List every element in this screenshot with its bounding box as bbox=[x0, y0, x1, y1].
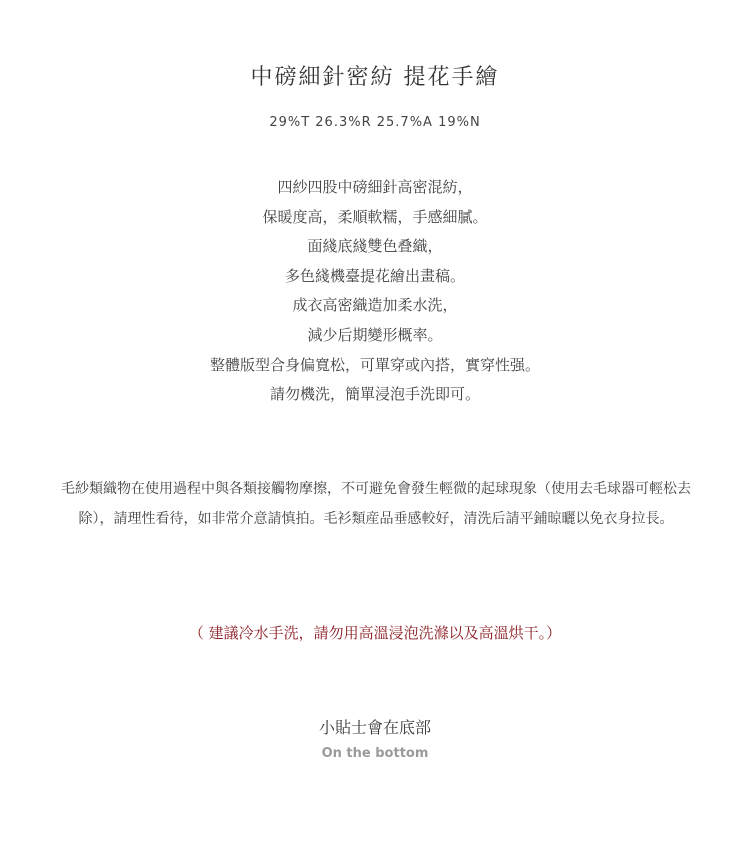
description-line: 四紗四股中磅細針高密混紡， bbox=[277, 178, 473, 196]
description-line: 多色綫機臺提花繪出畫稿。 bbox=[284, 266, 465, 285]
description-line: 請勿機洗，簡單浸泡手洗即可。 bbox=[269, 385, 480, 404]
pilling-notice: 毛紗類織物在使用過程中與各類接觸物摩擦，不可避免會發生輕微的起球現象（使用去毛球器可輕松去除），請理性看待，如非常介意請慎拍。毛衫類産品垂感較好，清洗后請平鋪晾曬以免衣身拉長。 bbox=[61, 481, 691, 527]
product-title: 中磅細針密紡 提花手繪 bbox=[250, 65, 500, 90]
fabric-composition: 29%T 26.3%R 25.7%A 19%N bbox=[269, 115, 481, 130]
description-line: 整體版型合身偏寬松，可單穿或內搭，實穿性强。 bbox=[209, 355, 540, 374]
description-line: 減少后期變形概率。 bbox=[307, 325, 443, 344]
description-line: 成衣高密織造加柔水洗， bbox=[292, 296, 458, 315]
description-list bbox=[0, 173, 750, 410]
description-line: 面綫底綫雙色叠織， bbox=[307, 237, 443, 256]
washing-warning: （ 建議冷水手洗，請勿用高溫浸泡洗滌以及高溫烘干。） bbox=[188, 624, 562, 642]
tip-label-english: On the bottom bbox=[321, 746, 429, 761]
tip-label: 小貼士會在底部 bbox=[318, 718, 431, 737]
description-line: 保暖度高，柔順軟糯，手感細膩。 bbox=[262, 207, 488, 226]
